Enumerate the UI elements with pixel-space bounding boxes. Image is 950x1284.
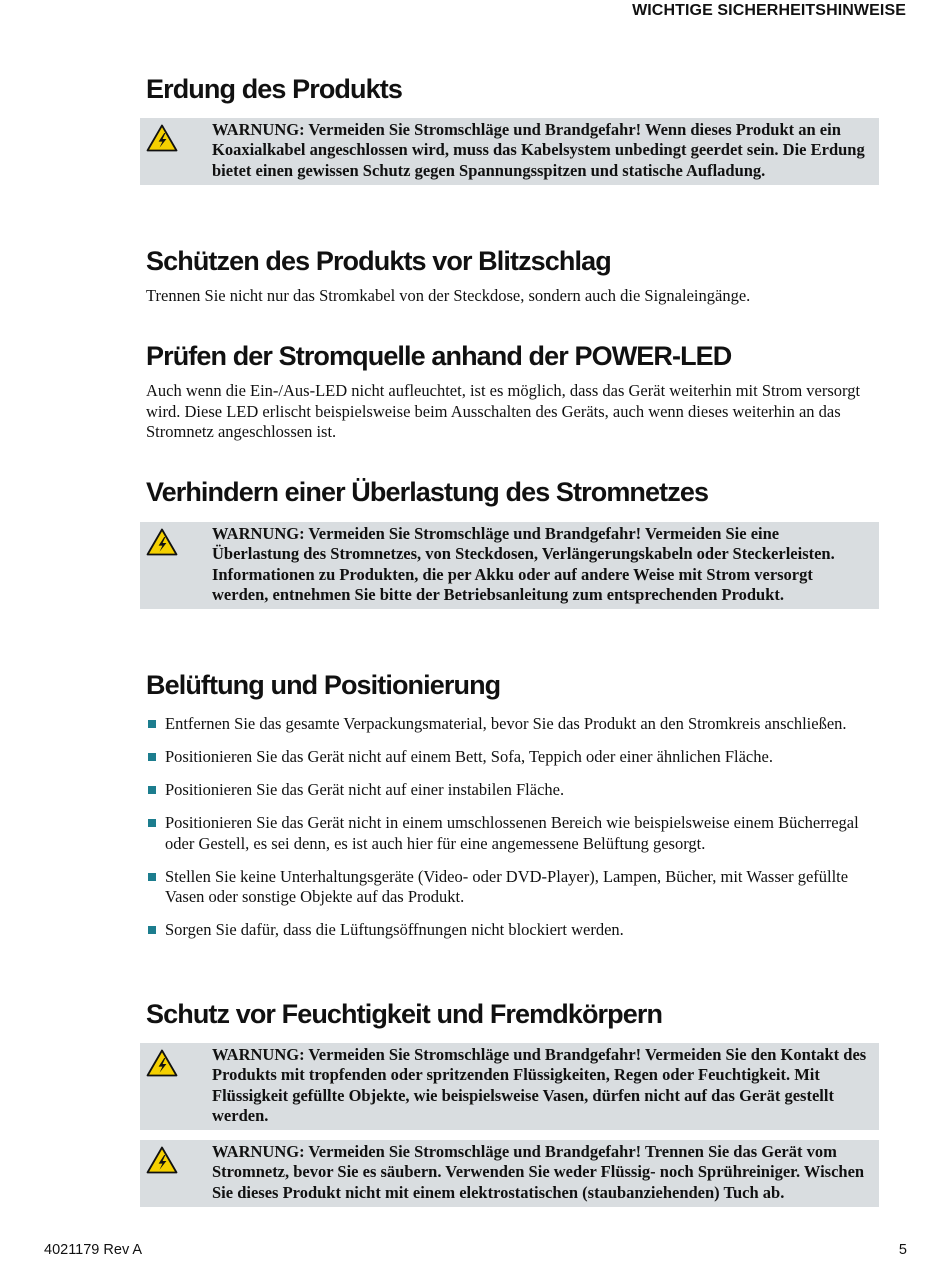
list-item-text: Entfernen Sie das gesamte Verpackungsmaterial, bevor Sie das Produkt an den Stromkreis anschließen. [165,714,847,733]
bullet-square-icon [148,819,156,827]
running-header: WICHTIGE SICHERHEITSHINWEISE [632,2,906,19]
list-item [146,867,881,908]
electric-hazard-icon [146,1049,178,1077]
warning-text: WARNUNG: Vermeiden Sie Stromschläge und Brandgefahr! Wenn dieses Produkt an ein Koaxialkabel angeschlossen wird, muss das Kabelsystem unbedingt geerdet sein. Die Erdung bietet einen gewissen Schutz gegen Spannungsspitzen und statische Aufladung. [212,120,865,180]
electric-hazard-icon [146,1146,178,1174]
list-item-text: Positionieren Sie das Gerät nicht auf einer instabilen Fläche. [165,780,565,799]
warning-box-cleaning [140,1140,879,1207]
list-item [146,714,881,735]
electric-hazard-icon [146,124,178,152]
bullet-square-icon [148,873,156,881]
warning-box-overload [140,522,879,609]
list-item [146,780,881,801]
document-id: 4021179 Rev A [44,1242,143,1258]
section-heading-moisture: Schutz vor Feuchtigkeit und Fremdkörpern [146,999,663,1029]
bullet-square-icon [148,720,156,728]
warning-text: WARNUNG: Vermeiden Sie Stromschläge und Brandgefahr! Trennen Sie das Gerät vom Stromnetz, bevor Sie es säubern. Verwenden Sie weder Flüssig- noch Sprühreiniger. Wischen Sie dieses Produkt nicht mit einem elektrostatischen (staubanziehenden) Tuch ab. [212,1142,865,1202]
section-heading-power-led: Prüfen der Stromquelle anhand der POWER-LED [146,341,732,371]
list-item [146,747,881,768]
section-heading-ventilation: Belüftung und Positionierung [146,670,501,700]
list-item-text: Stellen Sie keine Unterhaltungsgeräte (Video- oder DVD-Player), Lampen, Bücher, mit Wasser gefüllte Vasen oder sonstige Objekte auf das Produkt. [165,866,849,906]
section-heading-lightning: Schützen des Produkts vor Blitzschlag [146,246,611,276]
list-item [146,920,881,941]
list-item-text: Positionieren Sie das Gerät nicht auf einem Bett, Sofa, Teppich oder einer ähnlichen Fläche. [165,747,773,766]
ventilation-bullet-list [146,714,881,953]
bullet-square-icon [148,926,156,934]
warning-box-moisture [140,1043,879,1130]
electric-hazard-icon [146,528,178,556]
section-heading-grounding: Erdung des Produkts [146,74,402,104]
warning-text: WARNUNG: Vermeiden Sie Stromschläge und Brandgefahr! Vermeiden Sie den Kontakt des Produkts mit tropfenden oder spritzenden Flüssigkeiten, Regen oder Feuchtigkeit. Mit Flüssigkeit gefüllte Objekte, wie beispielsweise Vasen, dürfen nicht auf das Gerät gestellt werden. [212,1045,867,1125]
body-text-power-led: Auch wenn die Ein-/Aus-LED nicht aufleuchtet, ist es möglich, dass das Gerät weiterhin mit Strom versorgt wird. Diese LED erlischt beispielsweise beim Ausschalten des Geräts, auch wenn dieses weiterhin an das Stromnetz angeschlossen ist. [146,381,861,441]
list-item-text: Positionieren Sie das Gerät nicht in einem umschlossenen Bereich wie beispielsweise einem Bücherregal oder Gestell, es sei denn, es ist auch hier für eine angemessene Belüftung gesorgt. [165,813,859,853]
section-heading-overload: Verhindern einer Überlastung des Stromnetzes [146,477,709,507]
list-item [146,813,881,854]
page-number: 5 [898,1242,907,1258]
bullet-square-icon [148,786,156,794]
warning-box-grounding [140,118,879,185]
warning-text: WARNUNG: Vermeiden Sie Stromschläge und Brandgefahr! Vermeiden Sie eine Überlastung des Stromnetzes, von Steckdosen, Verlängerungskabeln oder Steckerleisten. Informationen zu Produkten, die per Akku oder auf andere Weise mit Strom versorgt werden, entnehmen Sie bitte der Betriebsanleitung zum entsprechenden Produkt. [212,524,835,604]
bullet-square-icon [148,753,156,761]
body-text-lightning: Trennen Sie nicht nur das Stromkabel von der Steckdose, sondern auch die Signaleingänge. [146,286,751,305]
list-item-text: Sorgen Sie dafür, dass die Lüftungsöffnungen nicht blockiert werden. [165,920,624,939]
